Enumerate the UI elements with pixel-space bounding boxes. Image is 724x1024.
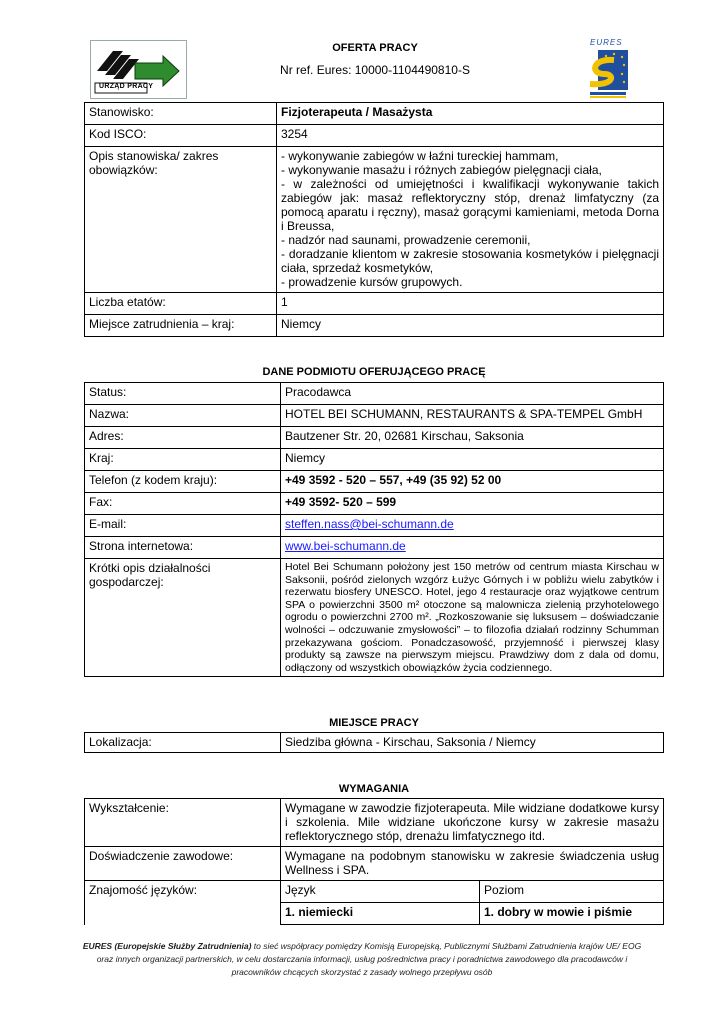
employment-country-label: Miejsce zatrudnienia – kraj:: [85, 315, 277, 337]
position-label: Stanowisko:: [85, 103, 277, 125]
education-label: Wykształcenie:: [85, 799, 281, 847]
footer-line-2: oraz innych organizacji partnerskich, w celu dostarczania informacji, usług pośrednictwa pracy i poradnictwa zawodowego dla pracodawców i: [96, 954, 628, 964]
language-column-header: Język: [281, 881, 480, 903]
country-value: Niemcy: [281, 449, 664, 471]
eures-logo: [584, 38, 630, 100]
positions-count-label: Liczba etatów:: [85, 293, 277, 315]
languages-label: Znajomość języków:: [85, 881, 281, 925]
phone-label: Telefon (z kodem kraju):: [85, 471, 281, 493]
footer-line-3: pracowników chcących skorzystać z zasady wolnego przepływu osób: [231, 967, 493, 977]
footer-line-1: to sieć współpracy pomiędzy Komisją Europejską, Publicznymi Służbami Zatrudnienia krajów UE/ EOG: [251, 941, 642, 951]
isco-label: Kod ISCO:: [85, 125, 277, 147]
job-description-value: - wykonywanie zabiegów w łaźni tureckiej hammam, - wykonywanie masażu i różnych zabiegów pielęgnacji ciała, - w zależności od umiejętności i kwalifikacji wykonywanie takich zabiegów jak: masaż reflektoryczny stóp, drenaż limfatyczny (za pomocą aparatu i ręczny), masaż gorącymi kamieniami, metoda Dorna i Breussa, - nadzór nad saunami, prowadzenie ceremonii, - doradzanie klientom w zakresie stosowania kosmetyków i pielęgnacji ciała, sprzedaż kosmetyków, - prowadzenie kursów grupowych.: [277, 147, 664, 293]
employer-section-title: DANE PODMIOTU OFERUJĄCEGO PRACĘ: [262, 366, 486, 378]
company-name-label: Nazwa:: [85, 405, 281, 427]
document-title: OFERTA PRACY: [332, 42, 418, 54]
business-description-label: Krótki opis działalności gospodarczej:: [85, 559, 281, 677]
website-link[interactable]: www.bei-schumann.de: [285, 539, 406, 553]
experience-label: Doświadczenie zawodowe:: [85, 847, 281, 881]
business-description-value: Hotel Bei Schumann położony jest 150 metrów od centrum miasta Kirschau w Saksonii, pośród zielonych wzgórz Łużyc Górnych i w pobliżu wielu zabytków i rezerwatu biosfery UNESCO. Hotel, jego 4 restauracje oraz wyjątkowe centrum SPA o powierzchni 3500 m² otoczone są malownicza zielenią przyhotelowego ogrodu o powierzchni 2700 m². „Rozkoszowanie się luksusem – doświadczanie wolności – odczuwanie zmysłowości” – to filozofia działań rodzinny Schumman przekazywana gościom. Ponadczasowość, przyjemność i pierwszej klasy produkty są zawsze na pierwszym miejscu. Prawdziwy dom z dala od domu, odłączony od wszystkich obowiązków życia codziennego.: [281, 559, 664, 677]
location-value: Siedziba główna - Kirschau, Saksonia / Niemcy: [281, 733, 664, 753]
country-label: Kraj:: [85, 449, 281, 471]
requirements-section-title: WYMAGANIA: [338, 783, 410, 795]
level-column-header: Poziom: [480, 881, 664, 903]
employment-country-value: Niemcy: [277, 315, 664, 337]
fax-label: Fax:: [85, 493, 281, 515]
footer-note: [70, 940, 654, 979]
status-label: Status:: [85, 383, 281, 405]
website-label: Strona internetowa:: [85, 537, 281, 559]
position-value: Fizjoterapeuta / Masażysta: [277, 103, 664, 125]
language-level: 1. dobry w mowie i piśmie: [480, 903, 664, 925]
reference-number: Nr ref. Eures: 10000-1104490810-S: [280, 63, 470, 77]
urzad-pracy-logo-text: URZĄD PRACY: [99, 83, 154, 90]
employer-table: [84, 382, 664, 677]
education-value: Wymagane w zawodzie fizjoterapeuta. Mile widziane dodatkowe kursy i szkolenia. Mile widziane ukończone kursy w zakresie masażu reflektorycznego stóp, drenażu limfatycznego itd.: [281, 799, 664, 847]
offer-table: [84, 102, 664, 337]
isco-value: 3254: [277, 125, 664, 147]
footer-eures-lead: EURES (Europejskie Służby Zatrudnienia): [82, 941, 252, 951]
email-link[interactable]: steffen.nass@bei-schumann.de: [285, 517, 454, 531]
status-value: Pracodawca: [281, 383, 664, 405]
address-value: Bautzener Str. 20, 02681 Kirschau, Saksonia: [281, 427, 664, 449]
requirements-table: [84, 798, 664, 925]
company-name-value: HOTEL BEI SCHUMANN, RESTAURANTS & SPA-TEMPEL GmbH: [281, 405, 664, 427]
location-label: Lokalizacja:: [85, 733, 281, 753]
job-description-label: Opis stanowiska/ zakres obowiązków:: [85, 147, 277, 293]
language-name: 1. niemiecki: [281, 903, 480, 925]
fax-value: +49 3592- 520 – 599: [281, 493, 664, 515]
experience-value: Wymagane na podobnym stanowisku w zakresie świadczenia usług Wellness i SPA.: [281, 847, 664, 881]
address-label: Adres:: [85, 427, 281, 449]
eures-logo-text: EURES: [590, 38, 623, 47]
location-table: [84, 732, 664, 753]
urzad-pracy-logo: [90, 40, 187, 99]
phone-value: +49 3592 - 520 – 557, +49 (35 92) 52 00: [281, 471, 664, 493]
location-section-title: MIEJSCE PRACY: [329, 717, 419, 729]
eures-logo-graphic: [584, 48, 630, 100]
positions-count-value: 1: [277, 293, 664, 315]
email-label: E-mail:: [85, 515, 281, 537]
